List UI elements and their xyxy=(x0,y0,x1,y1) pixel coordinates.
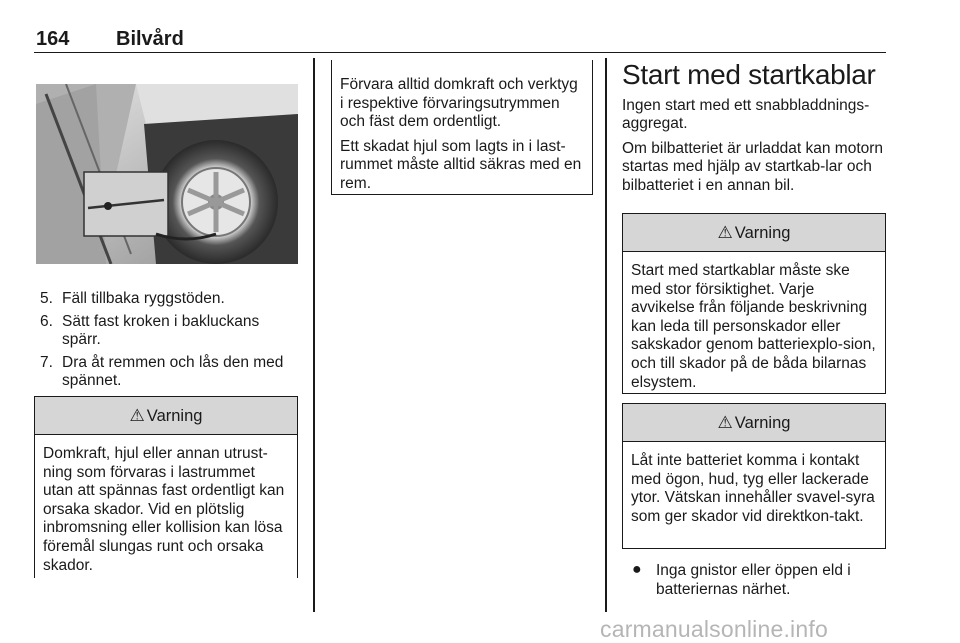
step-7 xyxy=(40,354,302,391)
warning-box-right-1 xyxy=(622,213,886,394)
warning-triangle-icon: ⚠ xyxy=(129,406,145,425)
instruction-steps xyxy=(40,290,302,395)
right-paragraph-1: Ingen start med ett snabbladdnings-aggregat. xyxy=(622,96,870,133)
column-divider-1 xyxy=(313,58,315,612)
bullet-item xyxy=(628,562,888,599)
step-text: Sätt fast kroken i bakluckans spärr. xyxy=(62,312,260,349)
warning-triangle-icon: ⚠ xyxy=(717,413,733,432)
warning-box-right-2 xyxy=(622,403,886,549)
step-5 xyxy=(40,290,302,309)
warning-text: Start med startkablar måste ske med stor försiktighet. Varje avvikelse från följande beskrivning kan leda till personskador eller sakskador genom batteriexplo-sion, och till skador på de båda bilarnas elsystem. xyxy=(631,262,876,391)
step-number: 7. xyxy=(40,353,53,371)
bullet-dot-icon: ● xyxy=(632,561,642,578)
right-column xyxy=(622,59,888,202)
car-trunk-wheel-icon xyxy=(36,84,298,264)
column-divider-2 xyxy=(605,58,607,612)
middle-paragraph-2: Ett skadat hjul som lagts in i last-rummet måste alltid säkras med en rem. xyxy=(340,137,582,192)
warning-text: Domkraft, hjul eller annan utrust-ning som förvaras i lastrummet utan att spännas fast ordentligt kan orsaka skador. Vid en plötslig inbromsning eller kollision kan lösa föremål slungas runt och orsaka skador. xyxy=(43,445,285,574)
step-number: 5. xyxy=(40,290,53,307)
middle-note-box xyxy=(331,60,593,195)
warning-triangle-icon: ⚠ xyxy=(717,223,733,242)
warning-header xyxy=(35,397,297,435)
page-header xyxy=(34,26,886,53)
warning-text: Låt inte batteriet komma i kontakt med ögon, hud, tyg eller lackerade ytor. Vätskan innehåller svavel-syra som ger skador vid direktkon-takt. xyxy=(631,452,875,525)
warning-box-left xyxy=(34,396,298,578)
bullet-text: Inga gnistor eller öppen eld i batteriernas närhet. xyxy=(656,562,851,598)
warning-title: Varning xyxy=(734,224,791,242)
middle-paragraph-1: Förvara alltid domkraft och verktyg i respektive förvaringsutrymmen och fäst dem ordentligt. xyxy=(340,76,578,131)
watermark: carmanualsonline.info xyxy=(600,616,828,642)
section-heading: Start med startkablar xyxy=(622,59,876,90)
section-title: Bilvård xyxy=(116,28,184,50)
warning-header xyxy=(623,214,885,252)
step-text: Fäll tillbaka ryggstöden. xyxy=(62,290,225,307)
warning-title: Varning xyxy=(734,414,791,432)
right-paragraph-2: Om bilbatteriet är urladdat kan motorn startas med hjälp av startkab-lar och bilbatteriet i en annan bil. xyxy=(622,139,884,194)
warning-header xyxy=(623,404,885,442)
step-6 xyxy=(40,313,302,350)
step-number: 6. xyxy=(40,312,53,330)
step-text: Dra åt remmen och lås den med spännet. xyxy=(62,353,284,390)
page-number: 164 xyxy=(36,28,70,50)
warning-title: Varning xyxy=(146,407,203,425)
car-trunk-wheel-illustration xyxy=(36,84,298,264)
